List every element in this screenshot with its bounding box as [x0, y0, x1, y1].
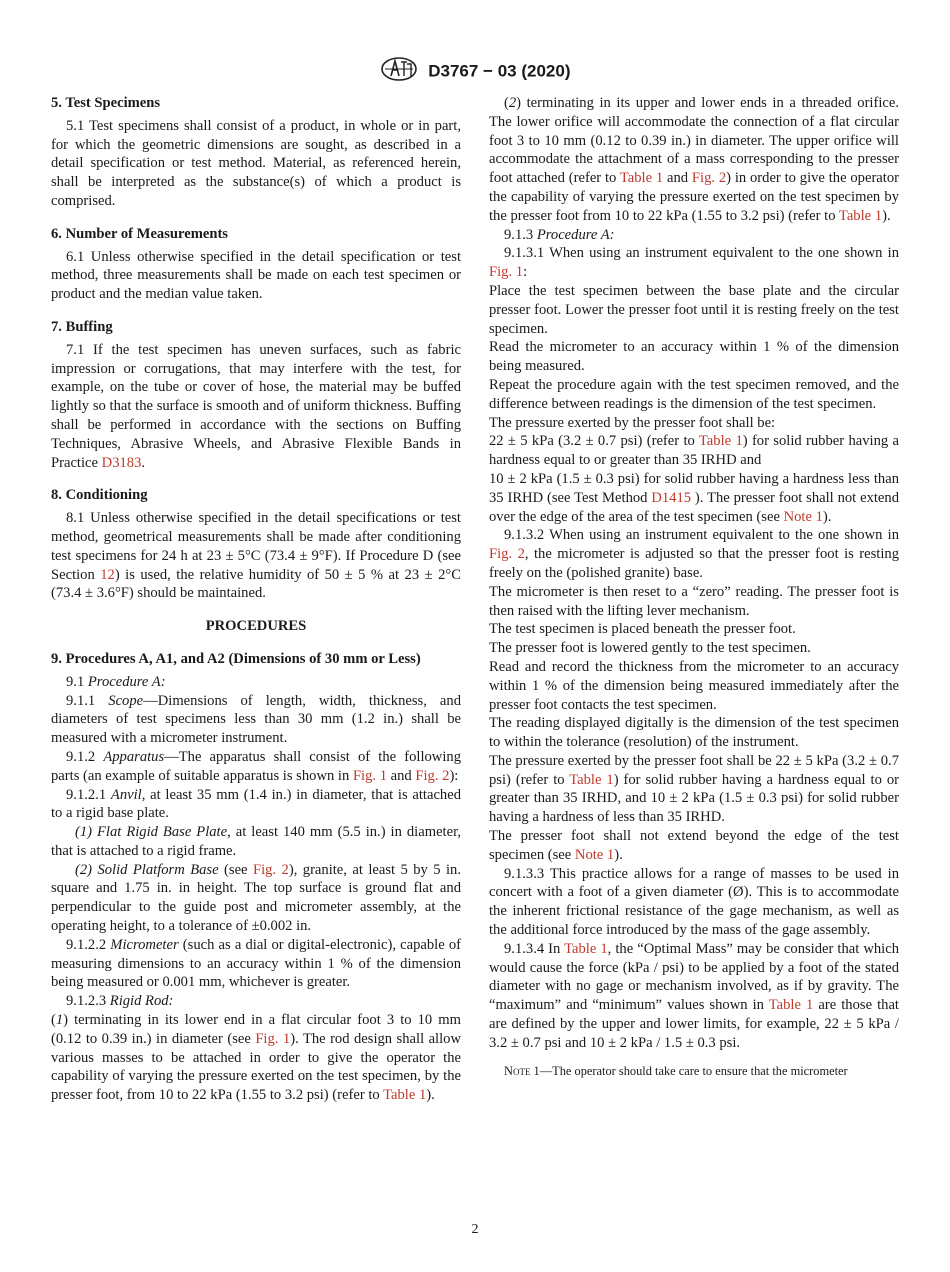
document-designation: D3767 − 03 (2020): [428, 61, 571, 81]
paragraph-9-1-3-1: 9.1.3.1 When using an instrument equivalent to the one shown in Fig. 1:: [489, 245, 899, 281]
link-note-1[interactable]: Note 1: [574, 846, 615, 863]
note-1: Note 1—The operator should take care to ensure that the micrometer: [504, 1063, 848, 1078]
left-column: [51, 94, 461, 1105]
link-table-1[interactable]: Table 1: [768, 997, 814, 1014]
step-pressure-intro: The pressure exerted by the presser foot shall be:: [489, 414, 776, 431]
paragraph-9-1-2-3-2: (2) terminating in its upper and lower ends in a threaded orifice. The lower orifice will accommodate the connection of a flat circular foot 3 to 10 mm (0.12 to 0.39 in.) in diameter. The upper orifice will accommodate the attachment of a mass corresponding to the presser foot attached (refer to Table 1 and Fig. 2) in order to give the operator the capability of varying the pressure exerted on the test specimen by the presser foot from 10 to 22 kPa (1.55 to 3.2 psi) (refer to Table 1).: [489, 95, 899, 224]
link-d1415[interactable]: D1415: [651, 489, 692, 506]
step-reading-displayed: The reading displayed digitally is the dimension of the test specimen to within the tolerance (resolution) of the instrument.: [489, 715, 899, 751]
section-heading-5: 5. Test Specimens: [51, 95, 161, 111]
paragraph-9-1-3: 9.1.3 Procedure A:: [504, 226, 615, 243]
link-fig-2[interactable]: Fig. 2: [252, 861, 289, 878]
link-table-1[interactable]: Table 1: [619, 170, 664, 187]
right-column: [489, 94, 899, 1079]
paragraph-9-1-2-1-2: (2) Solid Platform Base (see Fig. 2), granite, at least 5 by 5 in. square and 1.75 in. in height. The top surface is ground flat and perpendicular to the guide post and micrometer assembly, at the operating height, to a tolerance of ±0.002 in.: [51, 861, 462, 935]
link-fig-1[interactable]: Fig. 1: [255, 1030, 291, 1047]
step-pressure-hard: 22 ± 5 kPa (3.2 ± 0.7 psi) (refer to Table 1) for solid rubber having a hardness equal to or greater than 35 IRHD and: [489, 433, 899, 469]
paragraph-9-1-2-1-1: (1) Flat Rigid Base Plate, at least 140 mm (5.5 in.) in diameter, that is attached to a rigid frame.: [51, 824, 462, 859]
procedures-heading: PROCEDURES: [205, 618, 307, 635]
paragraph-9-1-1: 9.1.1 Scope—Dimensions of length, width, thickness, and diameters of test specimens less than 30 mm (1.2 in.) shall be measured with a micrometer instrument.: [51, 692, 461, 747]
link-section-12[interactable]: 12: [100, 566, 115, 583]
note-label: Note 1: [504, 1063, 540, 1078]
link-fig-2[interactable]: Fig. 2: [415, 767, 450, 784]
section-heading-6: 6. Number of Measurements: [51, 225, 228, 242]
page-header: [0, 56, 950, 87]
link-fig-2[interactable]: Fig. 2: [489, 546, 525, 563]
step-read-micrometer: Read the micrometer to an accuracy within 1 % of the dimension being measured.: [489, 339, 899, 375]
paragraph-9-1-3-2: 9.1.3.2 When using an instrument equivalent to the one shown in Fig. 2, the micrometer is adjusted so that the presser foot is resting freely on the (polished granite) base.: [489, 527, 899, 581]
step-place-beneath: The test specimen is placed beneath the presser foot.: [489, 621, 796, 638]
page-number: 2: [471, 1222, 479, 1237]
paragraph-8-1: 8.1 Unless otherwise specified in the detail specifications or test method, geometrical measurements shall be made after conditioning test specimens for 24 h at 23 ± 5°C (73.4 ± 9°F). If Procedure D (see Section 12) is used, the relative humidity of 50 ± 5 % at 23 ± 2°C (73.4 ± 3.6°F) should be maintained.: [51, 510, 461, 602]
link-table-1[interactable]: Table 1: [564, 940, 608, 957]
paragraph-9-1-3-3: 9.1.3.3 This practice allows for a range of masses to be used in concert with a foot of a given diameter (Ø). This is to accommodate the inherent frictional resistance of the gage mechanism, as well as the additional force introduced by the mass of the gage assembly.: [489, 865, 899, 939]
link-fig-1[interactable]: Fig. 1: [489, 264, 524, 281]
step-read-record: Read and record the thickness from the micrometer to an accuracy within 1 % of the dimension being measured immediately after the presser foot contacts the test specimen.: [489, 658, 899, 713]
step-pressure-exerted: The pressure exerted by the presser foot shall be 22 ± 5 kPa (3.2 ± 0.7 psi) (refer to Table 1) for solid rubber having a hardness equal to or greater than 35 IRHD, and 10 ± 2 kPa (1.5 ± 0.3 psi) for solid rubber having a hardness of less than 35 IRHD.: [489, 752, 899, 826]
step-repeat-procedure: Repeat the procedure again with the test specimen removed, and the difference between readings is the dimension of the test specimen.: [489, 376, 899, 412]
paragraph-9-1-2-2: 9.1.2.2 Micrometer (such as a dial or digital-electronic), capable of measuring dimensions to an accuracy within 1 % of the dimension being measured or 0.001 mm, whichever is greater.: [51, 936, 461, 991]
link-table-1[interactable]: Table 1: [698, 433, 743, 450]
link-fig-1[interactable]: Fig. 1: [352, 767, 387, 784]
step-place-specimen: Place the test specimen between the base plate and the circular presser foot. Lower the presser foot until it is resting freely on the test specimen.: [489, 282, 899, 337]
paragraph-9-1-2: 9.1.2 Apparatus—The apparatus shall consist of the following parts (an example of suitable apparatus is shown in Fig. 1 and Fig. 2):: [51, 748, 461, 784]
step-foot-edge: The presser foot shall not extend beyond the edge of the test specimen (see Note 1).: [489, 828, 899, 863]
link-table-1[interactable]: Table 1: [838, 207, 883, 224]
paragraph-7-1: 7.1 If the test specimen has uneven surfaces, such as fabric impression or corrugations, that may interfere with the test, for example, on the tube or cover of hose, the material may be buffed lightly so that the surface is smooth and of uniform thickness. Buffing shall be performed in accordance with the sections on Buffing Techniques, Abrasive Wheels, and Abrasive Flexible Bands in Practice D3183.: [51, 341, 461, 471]
paragraph-9-1: 9.1 Procedure A:: [66, 673, 166, 690]
link-note-1[interactable]: Note 1: [783, 508, 823, 525]
link-table-1[interactable]: Table 1: [383, 1087, 427, 1104]
astm-logo-icon: [380, 56, 418, 87]
link-fig-2[interactable]: Fig. 2: [691, 170, 727, 187]
section-heading-8: 8. Conditioning: [51, 487, 148, 504]
section-heading-7: 7. Buffing: [51, 318, 113, 335]
step-lower-foot: The presser foot is lowered gently to the test specimen.: [489, 640, 811, 657]
step-pressure-soft: 10 ± 2 kPa (1.5 ± 0.3 psi) for solid rubber having a hardness less than 35 IRHD (see Test Method D1415 ). The presser foot shall not extend over the edge of the area of the test specimen (see Note 1).: [489, 470, 899, 525]
paragraph-9-1-2-1: 9.1.2.1 Anvil, at least 35 mm (1.4 in.) in diameter, that is attached to a rigid base plate.: [51, 786, 461, 822]
paragraph-6-1: 6.1 Unless otherwise specified in the detail specification or test method, three measurements shall be made on each test specimen or product and the median value taken.: [51, 248, 461, 303]
paragraph-9-1-3-4: 9.1.3.4 In Table 1, the “Optimal Mass” may be consider that which would cause the force (kPa / psi) to be applied by a foot of the stated diameter with no gage or mechanism involved, as if by gravity. The “maximum” and “minimum” values shown in Table 1 are those that are defined by the upper and lower limits, for example, 22 ± 5 kPa / 3.2 ± 0.7 psi and 10 ± 2 kPa / 1.5 ± 0.3 psi.: [489, 940, 899, 1051]
link-table-1[interactable]: Table 1: [569, 771, 614, 788]
section-heading-9: 9. Procedures A, A1, and A2 (Dimensions of 30 mm or Less): [51, 650, 421, 667]
paragraph-9-1-2-3: 9.1.2.3 Rigid Rod:: [66, 993, 174, 1010]
step-reset-zero: The micrometer is then reset to a “zero” reading. The presser foot is then raised with the lifting lever mechanism.: [489, 583, 899, 619]
link-d3183[interactable]: D3183: [101, 454, 142, 471]
paragraph-9-1-2-3-1: (1) terminating in its lower end in a flat circular foot 3 to 10 mm (0.12 to 0.39 in.) in diameter (see Fig. 1). The rod design shall allow various masses to be attached in order to give the operator the capability of varying the pressure exerted on the test specimen, by the presser foot, from 10 to 22 kPa (1.55 to 3.2 psi) (refer to Table 1).: [51, 1012, 462, 1104]
paragraph-5-1: 5.1 Test specimens shall consist of a product, in whole or in part, for which the geometric dimensions are sought, as described in a detail specification or test method. Material, as referenced herein, shall be interpreted as the substance(s) of which a product is comprised.: [51, 117, 461, 209]
